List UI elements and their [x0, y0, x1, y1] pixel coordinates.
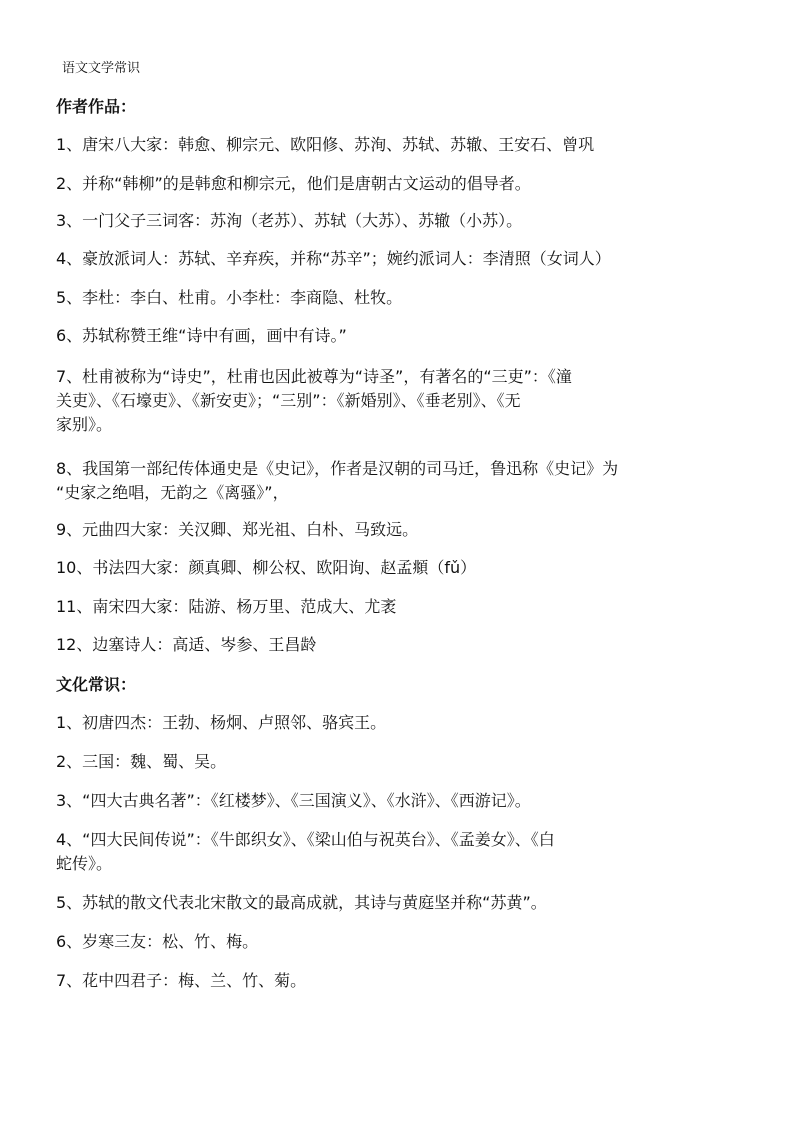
- author-item-5: 5、李杜：李白、杜甫。小李杜：李商隐、杜牧。: [56, 288, 403, 307]
- document-title: 语文文学常识: [62, 61, 141, 76]
- author-item-10: 10、书法四大家：颜真卿、柳公权、欧阳询、赵孟頫（fǔ）: [56, 558, 477, 577]
- culture-item-3: 3、“四大古典名著”：《红楼梦》、《三国演义》、《水浒》、《西游记》。: [56, 791, 531, 810]
- culture-item-7: 7、花中四君子：梅、兰、竹、菊。: [56, 971, 307, 990]
- author-item-9: 9、元曲四大家：关汉卿、郑光祖、白朴、马致远。: [56, 520, 419, 539]
- culture-item-2: 2、三国：魏、蜀、吴。: [56, 752, 227, 771]
- author-item-11: 11、南宋四大家：陆游、杨万里、范成大、尤袤: [56, 597, 397, 616]
- section-heading-authors: 作者作品：: [56, 97, 137, 116]
- author-item-6: 6、苏轼称赞王维“诗中有画，画中有诗。”: [56, 326, 347, 345]
- culture-item-1: 1、初唐四杰：王勃、杨炯、卢照邻、骆宾王。: [56, 713, 387, 732]
- author-item-1: 1、唐宋八大家：韩愈、柳宗元、欧阳修、苏洵、苏轼、苏辙、王安石、曾巩: [56, 135, 595, 154]
- author-item-4: 4、豪放派词人：苏轼、辛弃疾，并称“苏辛”；婉约派词人：李清照（女词人）: [56, 249, 611, 268]
- culture-item-5: 5、苏轼的散文代表北宋散文的最高成就，其诗与黄庭坚并称“苏黄”。: [56, 893, 547, 912]
- author-item-3: 3、一门父子三词客：苏洵（老苏）、苏轼（大苏）、苏辙（小苏）。: [56, 211, 523, 230]
- section-heading-culture: 文化常识：: [56, 675, 137, 694]
- author-item-2: 2、并称“韩柳”的是韩愈和柳宗元，他们是唐朝古文运动的倡导者。: [56, 174, 531, 193]
- culture-item-4: 4、“四大民间传说”：《牛郎织女》、《梁山伯与祝英台》、《孟姜女》、《白 蛇传》。: [56, 830, 555, 873]
- author-item-8: 8、我国第一部纪传体通史是《史记》，作者是汉朝的司马迁，鲁迅称《史记》为 “史家之绝唱，无韵之《离骚》”，: [56, 459, 619, 502]
- culture-item-6: 6、岁寒三友：松、竹、梅。: [56, 932, 259, 951]
- author-item-12: 12、边塞诗人：高适、岑参、王昌龄: [56, 635, 317, 654]
- author-item-7: 7、杜甫被称为“诗史”，杜甫也因此被尊为“诗圣”，有著名的“三吏”：《潼 关吏》、《石壕吏》、《新安吏》；“三别”：《新婚别》、《垂老别》、《无 家别》。: [56, 367, 572, 434]
